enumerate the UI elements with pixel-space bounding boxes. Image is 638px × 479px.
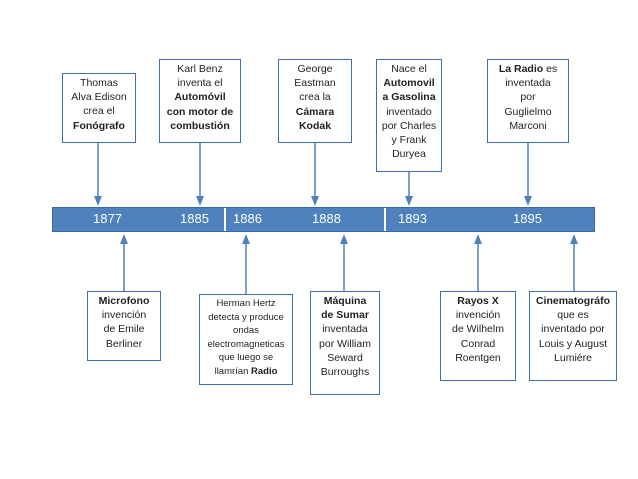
event-text-line: que es (557, 309, 589, 322)
event-text-line: invención (101, 309, 147, 322)
event-text-line: Marconi (509, 119, 547, 132)
event-text-line: Eastman (294, 77, 336, 90)
event-box-1885-automobile (159, 59, 241, 143)
event-text-line: electromagneticas (207, 338, 285, 350)
year-label-1877: 1877 (93, 211, 122, 226)
event-text-line: Nace el (391, 63, 427, 75)
event-text-line (203, 365, 289, 379)
event-text-line: de Emile (103, 323, 145, 336)
event-text-line: que luego se (218, 352, 274, 364)
event-text-line: inventada (505, 77, 551, 90)
event-text-line: Rayos X (457, 295, 499, 307)
event-text-fragment: es (543, 63, 558, 75)
year-label-1895: 1895 (513, 211, 542, 226)
year-divider (224, 208, 226, 231)
year-label-1885: 1885 (180, 211, 209, 226)
event-text-line: Berliner (105, 337, 143, 350)
event-box-1888-adding-machine (310, 291, 380, 395)
event-text-line: Burroughs (320, 366, 370, 379)
event-text-line (491, 62, 565, 76)
event-text-line: Lumiére (554, 351, 592, 364)
event-text-line: con motor de (166, 105, 234, 118)
event-text-line: Cinematográfo (535, 295, 611, 307)
event-text-fragment: de Sumar (321, 309, 369, 322)
event-text-line: crea el (83, 105, 115, 118)
event-text-line: por (520, 91, 536, 104)
event-text-line: Automóvil (174, 91, 226, 104)
event-text-line: Conrad (460, 337, 496, 350)
event-box-1886-hertz (199, 294, 293, 385)
event-box-1895-xray (440, 291, 516, 381)
event-text-line: Automovil (383, 77, 435, 90)
event-text-line: inventado (386, 105, 432, 118)
year-label-1893: 1893 (398, 211, 427, 226)
event-text-line: inventado por (541, 323, 605, 336)
event-text-line: Karl Benz (177, 63, 223, 75)
event-text-line: Louis y August (538, 337, 608, 350)
event-text-line: Kodak (298, 119, 332, 132)
event-text-line: y Frank (391, 134, 427, 147)
year-divider (384, 208, 386, 231)
event-text-line: crea la (299, 91, 331, 104)
event-text-line: Cámara (295, 105, 335, 118)
event-text-line: Alva Edison (71, 91, 127, 104)
event-text-line: invención (455, 309, 501, 322)
event-text-line: Herman Hertz (216, 298, 276, 309)
event-text-line: Seward (327, 351, 363, 364)
event-text-line: por William (319, 337, 371, 350)
event-text-line: George (297, 63, 333, 75)
event-text-line: ondas (233, 325, 259, 337)
event-text-line: detecta y produce (208, 311, 284, 323)
event-text-line: Guglielmo (504, 105, 552, 118)
year-label-1888: 1888 (312, 211, 341, 226)
event-text-line: Duryea (392, 148, 426, 161)
event-text-line: por Charles (381, 119, 437, 132)
event-text-line: de Wilhelm (452, 323, 504, 336)
event-box-1877-microphone (87, 291, 161, 361)
event-text-fragment: La Radio (498, 63, 544, 75)
event-box-1895-radio (487, 59, 569, 143)
event-text-fragment: Radio (251, 365, 278, 377)
event-text-line: combustión (170, 119, 230, 132)
event-box-1888-kodak (278, 59, 352, 143)
event-text-line: inventada (322, 323, 368, 336)
event-text-fragment: llamrían (214, 365, 252, 377)
event-text-line: inventa el (177, 77, 223, 90)
event-text-line: Microfono (98, 295, 150, 307)
event-box-1895-cinematograph (529, 291, 617, 381)
event-text-line (314, 308, 376, 322)
event-text-line: Thomas (80, 77, 118, 89)
event-text-line: Roentgen (455, 351, 501, 364)
event-text-line: Fonógrafo (73, 119, 125, 132)
event-box-1893-gasoline-car (376, 59, 442, 172)
event-box-1877-phonograph (62, 73, 136, 143)
event-text-line: Máquina (323, 295, 367, 307)
event-text-line: a Gasolina (382, 91, 436, 104)
year-label-1886: 1886 (233, 211, 262, 226)
